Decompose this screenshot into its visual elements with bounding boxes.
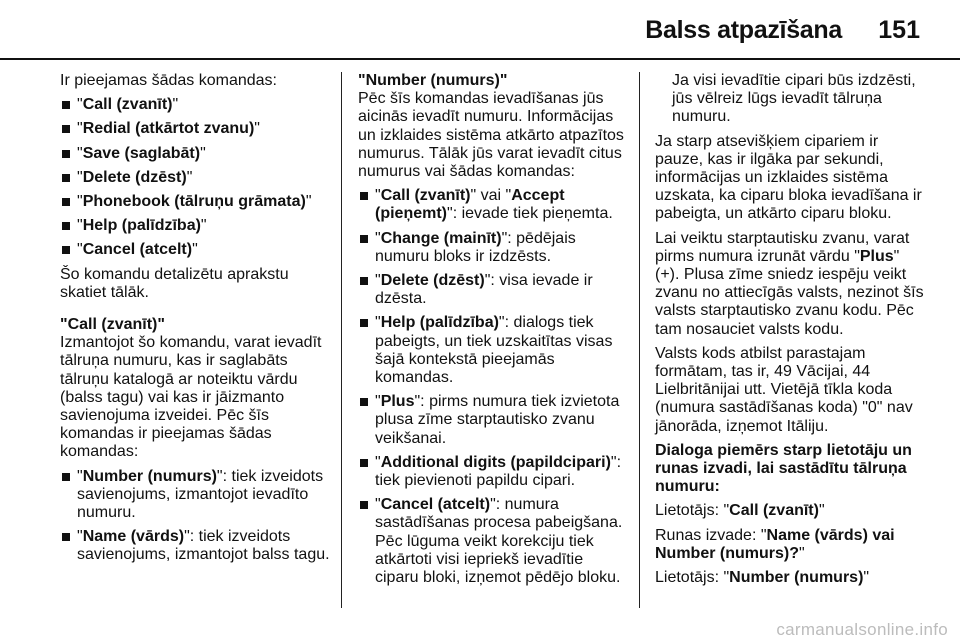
list-item: "Cancel (atcelt)"	[60, 241, 332, 259]
list-item: "Name (vārds)": tiek izveidots savienojums, izmantojot balss tagu.	[60, 528, 332, 564]
command-term: Change (mainīt)	[380, 229, 502, 247]
list-item: "Cancel (atcelt)": numura sastādīšanas procesa pabeigšana. Pēc lūguma veikt korekciju tiek atkārtoti visi iepriekš ievadītie ciparu bloki, izņemot pēdējo bloku.	[358, 496, 630, 587]
command-term: Save (saglabāt)	[82, 144, 201, 162]
command-term: Plus	[859, 247, 894, 265]
bullet-icon	[360, 277, 368, 285]
command-description: : ievade tiek pieņemta.	[452, 205, 613, 223]
list-item: "Call (zvanīt)" vai "Accept (pieņemt)": ievade tiek pieņemta.	[358, 187, 630, 223]
paragraph-text: Lai veiktu starptautisku zvanu, varat pirms numura izrunāt vārdu "	[655, 229, 910, 265]
commands-intro: Ir pieejamas šādas komandas:	[60, 72, 277, 89]
number-heading: "Number (numurs)"	[358, 72, 508, 89]
command-term: Cancel (atcelt)	[82, 241, 193, 259]
command-term: Name (vārds) vai Number (numurs)?	[655, 526, 895, 562]
international-paragraph	[655, 230, 925, 339]
command-description: : tiek izveidots savienojums, izmantojot ievadīto numuru.	[77, 467, 324, 522]
list-item: "Plus": pirms numura tiek izvietota plusa zīme starptautisko zvanu veikšanai.	[358, 393, 630, 448]
command-term: Help (palīdzība)	[82, 217, 201, 235]
command-term: Help (palīdzība)	[380, 314, 499, 332]
number-intro: Pēc šīs komandas ievadīšanas jūs aicinās ievadīt numuru. Informācijas un izklaides sistēma atkārto atpazītos numurus. Tālāk jūs varat ievadīt citus numurus vai šādas komandas:	[358, 90, 624, 181]
command-term: Plus	[380, 393, 415, 411]
list-item: "Redial (atkārtot zvanu)"	[60, 120, 332, 138]
dialog-heading: Dialoga piemērs starp lietotāju un runas izvadi, lai sastādītu tālruņa numuru:	[655, 441, 912, 496]
bullet-icon	[360, 501, 368, 509]
detail-note: Šo komandu detalizētu aprakstu skatiet tālāk.	[60, 265, 289, 301]
dialog-line	[655, 527, 925, 563]
call-heading: "Call (zvanīt)"	[60, 316, 165, 334]
command-description: : tiek izveidots savienojums, izmantojot balss tagu.	[77, 528, 330, 564]
bullet-icon	[360, 459, 368, 467]
command-term: Accept (pieņemt)	[375, 187, 565, 223]
dialog-speaker: Lietotājs: "	[655, 569, 730, 587]
quote-mark: "	[818, 502, 825, 520]
command-term: Phonebook (tālruņu grāmata)	[82, 193, 306, 211]
bullet-icon	[62, 246, 70, 254]
bullet-icon	[62, 473, 70, 481]
dialog-line	[655, 569, 925, 587]
command-term: Cancel (atcelt)	[380, 496, 491, 514]
command-term: Additional digits (papildcipari)	[380, 453, 611, 471]
command-term: Call (zvanīt)	[729, 502, 819, 520]
command-term: Number (numurs)	[82, 467, 217, 485]
watermark: carmanualsonline.info	[776, 620, 948, 639]
paragraph-text: " (+). Plusa zīme sniedz iespēju veikt zvanu no attiecīgās valsts, nezinot šīs valsts starptautisko zvanu kodu. Pēc tam nosauciet valsts kodu.	[655, 247, 924, 338]
call-sub-list	[60, 468, 332, 565]
column-3	[655, 72, 925, 593]
command-description: : pēdējais numuru bloks ir izdzēsts.	[375, 229, 576, 265]
number-command-list	[358, 187, 630, 587]
page-header	[0, 0, 960, 64]
bullet-icon	[360, 192, 368, 200]
bullet-icon	[62, 125, 70, 133]
command-term: Call (zvanīt)	[380, 187, 471, 205]
command-term: Redial (atkārtot zvanu)	[82, 120, 255, 138]
command-term: Delete (dzēst)	[380, 272, 485, 290]
connector-text: " vai "	[470, 187, 512, 205]
command-term: Name (vārds)	[82, 528, 185, 546]
command-description: : tiek pievienoti papildu cipari.	[375, 453, 622, 490]
page-number: 151	[878, 16, 920, 44]
call-description: Izmantojot šo komandu, varat ievadīt tālruņa numuru, kas ir saglabāts tālruņu katalogā ar noteiktu vārdu (balss tagu) vai kas ir jāizmanto savienojuma izveidei. Pēc šīs komandas ir pieejamas šādas komandas:	[60, 334, 322, 461]
bullet-icon	[360, 235, 368, 243]
list-item: "Additional digits (papildcipari)": tiek pievienoti papildu cipari.	[358, 454, 630, 490]
quote-mark: "	[799, 544, 805, 562]
column-divider	[341, 72, 342, 608]
command-list	[60, 96, 332, 259]
bullet-icon	[62, 533, 70, 541]
command-term: Number (numurs)	[729, 569, 864, 587]
list-item: "Change (mainīt)": pēdējais numuru bloks ir izdzēsts.	[358, 230, 630, 266]
page-title: Balss atpazīšana	[645, 16, 842, 44]
command-term: Call (zvanīt)	[82, 96, 173, 114]
bullet-icon	[62, 198, 70, 206]
column-1	[60, 72, 332, 571]
country-code-paragraph: Valsts kods atbilst parastajam formātam, tas ir, 49 Vācijai, 44 Lielbritānijai utt. Vietējā tīkla koda (numura sastādīšanas koda) "0" nav jānorāda, izņemot Itāliju.	[655, 344, 913, 435]
quote-mark: "	[863, 569, 870, 587]
list-item: "Save (saglabāt)"	[60, 145, 332, 163]
command-description: : visa ievade ir dzēsta.	[375, 272, 593, 308]
list-item: "Delete (dzēst)": visa ievade ir dzēsta.	[358, 272, 630, 308]
column-divider	[639, 72, 640, 608]
header-rule	[0, 58, 960, 60]
command-term: Delete (dzēst)	[82, 168, 187, 186]
command-description: : numura sastādīšanas procesa pabeigšana. Pēc lūguma veikt korekciju tiek atkārtoti visi iepriekš ievadītie ciparu bloki, izņemot pēdējo bloku.	[375, 496, 623, 587]
list-item: "Help (palīdzība)": dialogs tiek pabeigts, un tiek uzskaitītas visas šajā kontekstā pieejamās komandas.	[358, 314, 630, 387]
list-item: "Delete (dzēst)"	[60, 169, 332, 187]
bullet-icon	[62, 150, 70, 158]
dialog-speaker: Lietotājs: "	[655, 502, 730, 520]
bullet-icon	[360, 319, 368, 327]
dialog-line	[655, 502, 925, 520]
command-description: : dialogs tiek pabeigts, un tiek uzskaitītas visas šajā kontekstā pieejamās komandas.	[375, 314, 613, 387]
list-item: "Number (numurs)": tiek izveidots savienojums, izmantojot ievadīto numuru.	[60, 468, 332, 523]
list-item: "Phonebook (tālruņu grāmata)"	[60, 193, 332, 211]
list-item: "Call (zvanīt)"	[60, 96, 332, 114]
bullet-icon	[360, 398, 368, 406]
bullet-icon	[62, 101, 70, 109]
column-2	[358, 72, 630, 593]
list-item: "Help (palīdzība)"	[60, 217, 332, 235]
bullet-icon	[62, 174, 70, 182]
pause-paragraph: Ja starp atsevišķiem cipariem ir pauze, kas ir ilgāka par sekundi, informācijas un izklaides sistēma uzskata, ka ciparu bloka ievadīšana ir pabeigta, un atkārto ciparu bloku.	[655, 132, 922, 223]
continued-text: Ja visi ievadītie cipari būs izdzēsti, jūs vēlreiz lūgs ievadīt tālruņa numuru.	[672, 72, 916, 126]
dialog-speaker: Runas izvade: "	[655, 526, 767, 544]
command-description: : pirms numura tiek izvietota plusa zīme starptautisko zvanu veikšanai.	[375, 393, 620, 447]
bullet-icon	[62, 222, 70, 230]
